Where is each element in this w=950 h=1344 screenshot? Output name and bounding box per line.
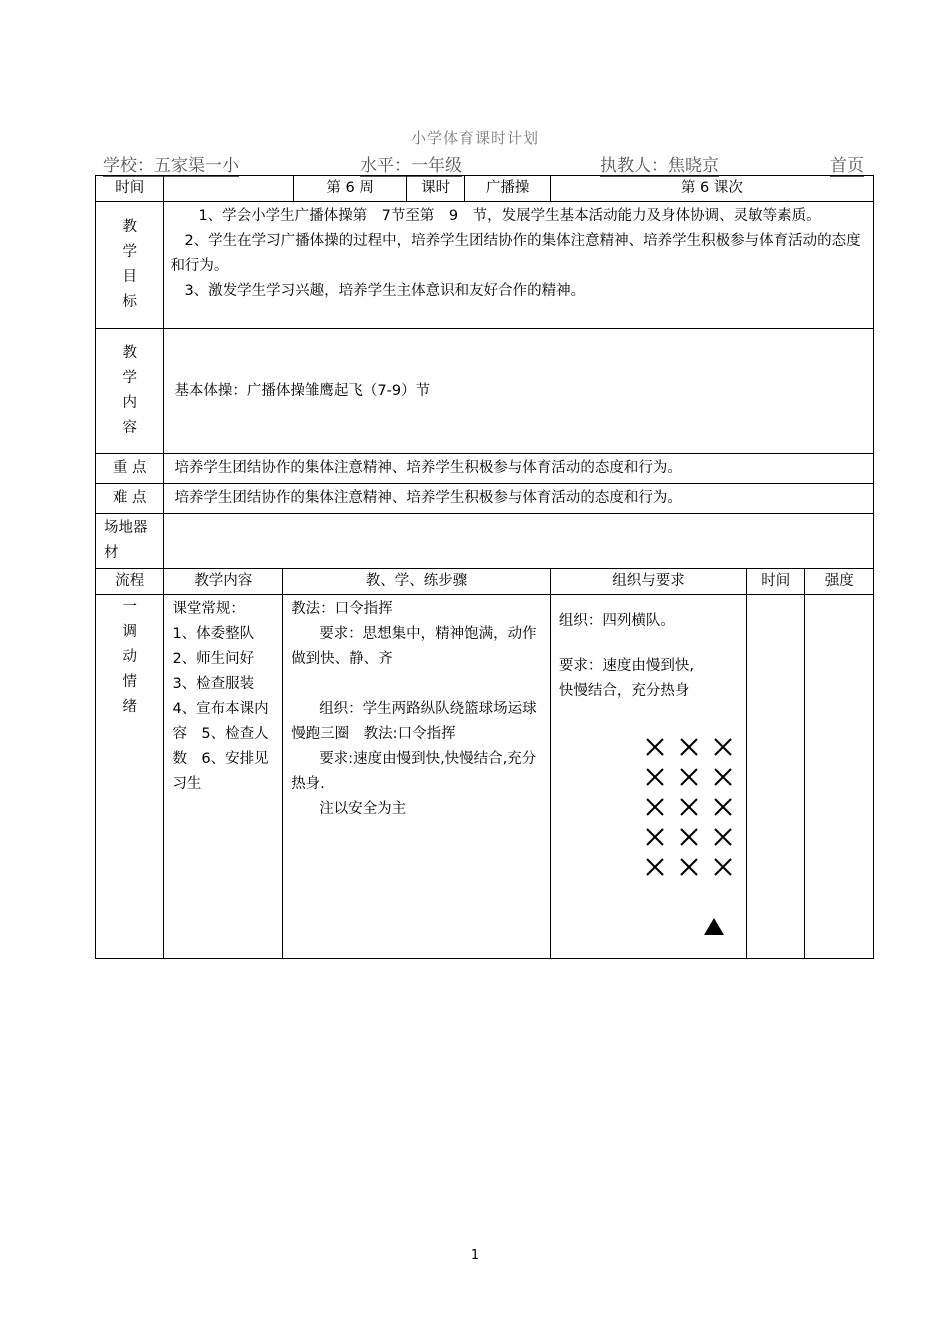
student-cross-icon <box>715 739 731 755</box>
section1-stage: 一调动情绪 <box>96 595 164 959</box>
lesson-label: 课时 <box>406 176 464 202</box>
content-row <box>96 329 874 454</box>
equipment-label: 场地器材 <box>96 514 164 569</box>
student-cross-icon <box>647 799 663 815</box>
key-point-label: 重 点 <box>96 454 164 484</box>
teacher-label: 执教人：焦晓京 <box>600 156 719 176</box>
process-header-row <box>96 569 874 595</box>
student-cross-icon <box>715 799 731 815</box>
content-label: 教学内容 <box>96 329 164 454</box>
objectives-label: 教学目标 <box>96 202 164 329</box>
equipment-text <box>164 514 874 569</box>
student-cross-icon <box>681 799 697 815</box>
student-cross-icon <box>647 769 663 785</box>
time-label: 时间 <box>96 176 164 202</box>
header-time: 时间 <box>747 569 805 595</box>
week-cell: 第 6 周 <box>294 176 407 202</box>
difficulty-row <box>96 484 874 514</box>
section1-intensity <box>805 595 874 959</box>
student-cross-icon <box>647 739 663 755</box>
lesson-name: 广播操 <box>465 176 551 202</box>
key-point-text: 培养学生团结协作的集体注意精神、培养学生积极参与体育活动的态度和行为。 <box>164 454 874 484</box>
difficulty-label: 难 点 <box>96 484 164 514</box>
level-label: 水平：一年级 <box>360 156 462 176</box>
lesson-plan-table <box>95 175 874 959</box>
section1-row <box>96 595 874 959</box>
key-point-row <box>96 454 874 484</box>
formation-diagram <box>638 733 748 943</box>
school-label: 学校：五家渠一小 <box>103 156 239 176</box>
student-cross-icon <box>715 769 731 785</box>
time-row <box>96 176 874 202</box>
student-cross-icon <box>681 769 697 785</box>
page-mark: 首页 <box>830 156 864 176</box>
student-cross-icon <box>681 739 697 755</box>
time-value <box>164 176 294 202</box>
header-steps: 教、学、练步骤 <box>283 569 551 595</box>
student-cross-icon <box>715 859 731 875</box>
section1-time <box>747 595 805 959</box>
document-title: 小学体育课时计划 <box>410 129 539 147</box>
section1-steps: 教法：口令指挥 要求：思想集中，精神饱满，动作做到快、静、齐 组织：学生两路纵队绕篮球场运球慢跑三圈 教法:口令指挥 要求:速度由慢到快,快慢结合,充分热身. 注以安全为主 <box>283 595 551 959</box>
section1-organization: 组织：四列横队。 要求：速度由慢到快,快慢结合，充分热身 <box>550 595 746 959</box>
objectives-text: 1、学会小学生广播体操第 7节至第 9 节，发展学生基本活动能力及身体协调、灵敏等素质。 2、学生在学习广播体操的过程中，培养学生团结协作的集体注意精神、培养学生积极参与体育活动的态度和行为。 3、激发学生学习兴趣，培养学生主体意识和友好合作的精神。 <box>164 202 874 329</box>
equipment-row <box>96 514 874 569</box>
header-stage: 流程 <box>96 569 164 595</box>
objectives-row <box>96 202 874 329</box>
teacher-triangle-icon <box>704 918 724 935</box>
content-text: 基本体操：广播体操雏鹰起飞（7-9）节 <box>164 329 874 454</box>
student-cross-icon <box>715 829 731 845</box>
header-content: 教学内容 <box>164 569 283 595</box>
student-cross-icon <box>681 829 697 845</box>
student-cross-icon <box>647 829 663 845</box>
lesson-number: 第 6 课次 <box>550 176 873 202</box>
page-number: 1 <box>470 1248 480 1263</box>
section1-content: 课堂常规： 1、体委整队 2、师生问好 3、检查服装 4、宣布本课内容 5、检查人数 6、安排见习生 <box>164 595 283 959</box>
header-intensity: 强度 <box>805 569 874 595</box>
difficulty-text: 培养学生团结协作的集体注意精神、培养学生积极参与体育活动的态度和行为。 <box>164 484 874 514</box>
student-cross-icon <box>647 859 663 875</box>
student-cross-icon <box>681 859 697 875</box>
header-organization: 组织与要求 <box>550 569 746 595</box>
